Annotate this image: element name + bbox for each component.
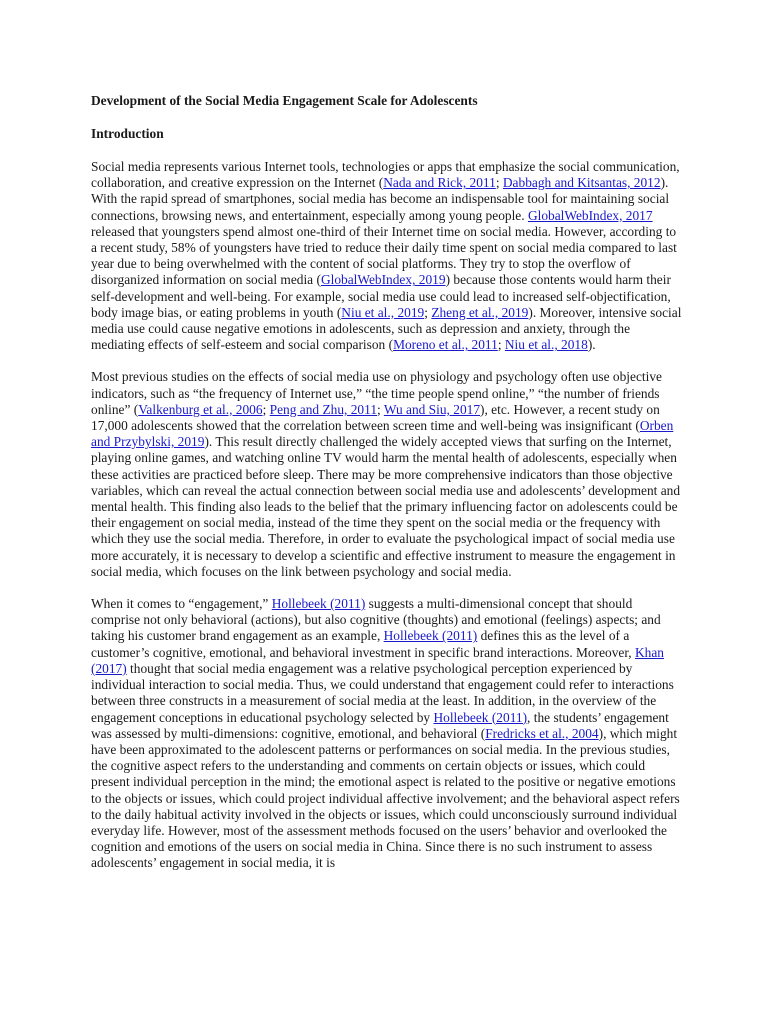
- citation-link[interactable]: Valkenburg et al., 2006: [138, 401, 263, 417]
- paragraph-text: ;: [495, 175, 503, 191]
- section-heading-introduction: Introduction: [91, 126, 164, 141]
- document-title: Development of the Social Media Engagement Scale for Adolescents: [91, 93, 478, 108]
- citation-link[interactable]: Hollebeek (2011): [383, 628, 478, 644]
- paragraph-text: , the students’ engagement was assessed by multi-dimensions: cognitive, emotional, and behavioral (: [91, 709, 669, 741]
- citation-link[interactable]: Zheng et al., 2019: [431, 304, 529, 320]
- citation-link[interactable]: Khan (2017): [91, 644, 664, 676]
- paragraph-text: suggests a multi-dimensional concept that should comprise not only behavioral (actions), but also cognitive (thoughts) and emotional (feelings) aspects; and taking his customer brand engagement as an example,: [91, 596, 661, 644]
- paragraph-container: [91, 159, 682, 872]
- paragraph-text: ). This result directly challenged the widely accepted views that surfing on the Internet, playing online games, and watching online TV would harm the mental health of adolescents, especially when these activities are practiced before sleep. There may be more comprehensive indicators than those objective variables, which can reveal the actual connection between social media use and adolescents’ development and mental health. This finding also leads to the belief that the primary influencing factor on adolescents could be their engagement on social media, instead of the time they spent on the social media or the frequency with which they use the social media. Therefore, in order to evaluate the psychological impact of social media use more accurately, it is necessary to develop a scientific and effective instrument to measure the engagement in social media, which focuses on the link between psychology and social media.: [91, 434, 681, 579]
- paragraph-text: ) because those contents would harm their self-development and well-being. For example, social media use could lead to increased self-objectification, body image bias, or eating problems in youth (: [91, 272, 671, 320]
- citation-link[interactable]: Peng and Zhu, 2011: [269, 401, 378, 417]
- paragraph-text: thought that social media engagement was a relative psychological perception experienced by individual interaction to social media. Thus, we could understand that engagement could refer to interactions between three constructs in a measurement of social media at the least. In addition, in the overview of the engagement conceptions in educational psychology selected by: [91, 660, 674, 725]
- paragraph-text: ).: [587, 337, 596, 353]
- body-paragraph: [91, 369, 682, 580]
- body-paragraph: [91, 596, 682, 871]
- body-paragraph: [91, 159, 682, 353]
- paragraph-text: ), etc. However, a recent study on 17,000 adolescents showed that the correlation between screen time and well-being was insignificant (: [91, 401, 660, 434]
- paragraph-text: ). With the rapid spread of smartphones, social media has become an indispensable tool for maintaining social connections, browsing news, and entertainment, especially among young people.: [91, 175, 670, 223]
- citation-link[interactable]: Niu et al., 2018: [504, 337, 588, 353]
- citation-link[interactable]: Nada and Rick, 2011: [383, 175, 496, 191]
- citation-link[interactable]: Dabbagh and Kitsantas, 2012: [502, 175, 661, 191]
- citation-link[interactable]: Hollebeek (2011): [433, 709, 528, 725]
- citation-link[interactable]: GlobalWebIndex, 2019: [320, 272, 446, 288]
- paragraph-text: Most previous studies on the effects of social media use on physiology and psychology often use objective indicators, such as “the frequency of Internet use,” “the time people spend online,” “the number of friends online” (: [91, 369, 662, 417]
- citation-link[interactable]: Fredricks et al., 2004: [485, 725, 599, 741]
- paragraph-text: ;: [497, 337, 505, 353]
- paragraph-text: ), which might have been approximated to the adolescent patterns or performances on social media. In the previous studies, the cognitive aspect refers to the understanding and comments on certain objects or issues, which could present individual perception in the mind; the emotional aspect is related to the positive or negative emotions to the objects or issues, which could project individual affective involvement; and the behavioral aspect refers to the daily habitual activity involved in the objects or issues, which could unconsciously surround individual everyday life. However, most of the assessment methods focused on the users’ behavior and overlooked the cognition and emotions of the users on social media in China. Since there is no such instrument to assess adolescents’ engagement in social media, it is: [91, 725, 680, 871]
- citation-link[interactable]: Niu et al., 2019: [341, 304, 425, 320]
- citation-link[interactable]: Wu and Siu, 2017: [383, 401, 481, 417]
- citation-link[interactable]: GlobalWebIndex, 2017: [527, 207, 653, 223]
- paragraph-text: ;: [262, 401, 270, 417]
- citation-link[interactable]: Orben and Przybylski, 2019: [91, 418, 674, 450]
- paragraph-text: Social media represents various Internet tools, technologies or apps that emphasize the social communication, collaboration, and creative expression on the Internet (: [91, 159, 680, 191]
- paragraph-text: ;: [377, 401, 384, 417]
- paragraph-text: defines this as the level of a customer’s cognitive, emotional, and behavioral investment in specific brand interactions. Moreover,: [91, 628, 635, 660]
- citation-link[interactable]: Hollebeek (2011): [271, 596, 366, 612]
- paragraph-text: ;: [424, 304, 432, 320]
- citation-link[interactable]: Moreno et al., 2011: [393, 337, 498, 353]
- paragraph-text: ). Moreover, intensive social media use could cause negative emotions in adolescents, such as depression and anxiety, through the mediating effects of self-esteem and social comparison (: [91, 304, 682, 353]
- paragraph-text: released that youngsters spend almost one-third of their Internet time on social media. However, according to a recent study, 58% of youngsters have tried to reduce their daily time spent on social media compared to last year due to being overwhelmed with the content of social platforms. They try to stop the overflow of disorganized information on social media (: [91, 223, 677, 288]
- paragraph-text: When it comes to “engagement,”: [91, 596, 272, 612]
